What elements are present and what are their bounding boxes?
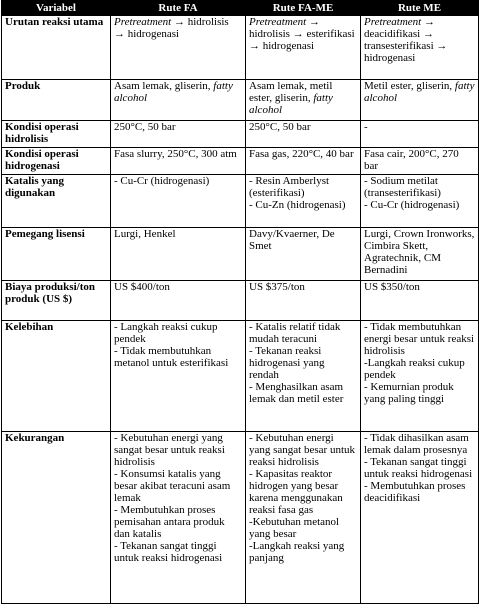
cell-me: Fasa cair, 200°C, 270 bar	[361, 148, 479, 175]
cell-fa-me	[246, 175, 361, 228]
list-item: - Membutuhkan proses deacidifikasi	[364, 480, 466, 504]
cell-text: → hidrolisis → hidrogenasi	[114, 16, 229, 40]
cell-me: Lurgi, Crown Ironworks, Cimbira Skett, Agratechnik, CM Bernadini	[361, 228, 479, 281]
row-urutan-reaksi	[2, 16, 479, 80]
cell-fa-me	[246, 321, 361, 432]
italic-text: fatty alcohol	[114, 80, 233, 104]
cell-fa-me: US $375/ton	[246, 281, 361, 321]
list-item: - Katalis relatif tidak mudah teracuni	[249, 321, 341, 345]
row-label: Kondisi operasi hidrolisis	[2, 121, 111, 148]
list-item: - Kemurnian produk yang paling tinggi	[364, 381, 454, 405]
row-kekurangan	[2, 432, 479, 604]
header-variabel: Variabel	[2, 1, 111, 16]
list-item: - Tidak dihasilkan asam lemak dalam prosesnya	[364, 432, 469, 456]
list-item: - Cu-Cr (hidrogenasi)	[364, 199, 460, 211]
row-label: Pemegang lisensi	[2, 228, 111, 281]
row-biaya-produksi	[2, 281, 479, 321]
cell-fa-me: Fasa gas, 220°C, 40 bar	[246, 148, 361, 175]
italic-text: fatty alcohol	[364, 80, 475, 104]
row-label: Biaya produksi/ton produk (US $)	[2, 281, 111, 321]
cell-text: → hidrolisis → esterifikasi → hidrogenasi	[249, 16, 355, 52]
cell-text: → deacidifikasi → transesterifikasi → hidrogenasi	[364, 16, 448, 64]
list-item: - Tidak membutuhkan metanol untuk esterifikasi	[114, 345, 229, 369]
list-item: - Menghasilkan asam lemak dan metil ester	[249, 381, 344, 405]
italic-text: Pretreatment	[114, 16, 172, 28]
cell-fa-me	[246, 16, 361, 80]
cell-me	[361, 175, 479, 228]
comparison-table	[1, 0, 479, 604]
row-produk	[2, 80, 479, 121]
cell-fa	[111, 80, 246, 121]
cell-me: US $350/ton	[361, 281, 479, 321]
list-item: - Langkah reaksi cukup pendek	[114, 321, 218, 345]
list-item: - Membutuhkan proses pemisahan antara produk dan katalis	[114, 504, 225, 540]
cell-fa	[111, 175, 246, 228]
list-item: - Sodium metilat (transesterifikasi)	[364, 175, 441, 199]
list-item: - Kebutuhan energi yang sangat besar untuk reaksi hidrolisis	[249, 432, 355, 468]
italic-text: fatty alcohol	[249, 92, 333, 116]
cell-me	[361, 16, 479, 80]
cell-fa-me	[246, 80, 361, 121]
italic-text: Pretreatment	[364, 16, 422, 28]
row-label: Kekurangan	[2, 432, 111, 604]
list-item: - Tekanan sangat tinggi untuk reaksi hidrogenasi	[114, 540, 223, 564]
header-rute-fa-me: Rute FA-ME	[246, 1, 361, 16]
row-label: Kondisi operasi hidrogenasi	[2, 148, 111, 175]
cell-text: Metil ester, gliserin,	[364, 80, 455, 92]
row-label: Katalis yang digunakan	[2, 175, 111, 228]
italic-text: Pretreatment	[249, 16, 307, 28]
list-item: -Kebutuhan metanol yang besar	[249, 516, 340, 540]
cell-text: Asam lemak, metil ester, gliserin,	[249, 80, 333, 104]
header-row	[2, 1, 479, 16]
cell-fa-me: 250°C, 50 bar	[246, 121, 361, 148]
cell-fa-me: Davy/Kvaerner, De Smet	[246, 228, 361, 281]
cell-me: -	[361, 121, 479, 148]
list-item: - Konsumsi katalis yang besar akibat teracuni asam lemak	[114, 468, 231, 504]
header-rute-me: Rute ME	[361, 1, 479, 16]
row-kondisi-hidrolisis	[2, 121, 479, 148]
row-katalis	[2, 175, 479, 228]
row-label: Urutan reaksi utama	[2, 16, 111, 80]
list-item: - Kapasitas reaktor hidrogen yang besar karena menggunakan reaksi fasa gas	[249, 468, 343, 516]
cell-fa: Lurgi, Henkel	[111, 228, 246, 281]
cell-fa	[111, 16, 246, 80]
row-pemegang-lisensi	[2, 228, 479, 281]
list-item: - Cu-Cr (hidrogenasi)	[114, 175, 210, 187]
cell-text: Asam lemak, gliserin,	[114, 80, 214, 92]
list-item: -Langkah reaksi cukup pendek	[364, 357, 465, 381]
cell-me	[361, 432, 479, 604]
row-kelebihan	[2, 321, 479, 432]
cell-me	[361, 321, 479, 432]
list-item: -Langkah reaksi yang panjang	[249, 540, 345, 564]
cell-fa	[111, 321, 246, 432]
list-item: - Resin Amberlyst (esterifikasi)	[249, 175, 330, 199]
cell-fa: US $400/ton	[111, 281, 246, 321]
cell-fa-me	[246, 432, 361, 604]
header-rute-fa: Rute FA	[111, 1, 246, 16]
row-kondisi-hidrogenasi	[2, 148, 479, 175]
list-item: - Kebutuhan energi yang sangat besar untuk reaksi hidrolisis	[114, 432, 225, 468]
list-item: - Cu-Zn (hidrogenasi)	[249, 199, 346, 211]
cell-fa	[111, 432, 246, 604]
cell-fa: Fasa slurry, 250°C, 300 atm	[111, 148, 246, 175]
row-label: Produk	[2, 80, 111, 121]
cell-me	[361, 80, 479, 121]
list-item: - Tidak membutuhkan energi besar untuk reaksi hidrolisis	[364, 321, 475, 357]
list-item: - Tekanan sangat tinggi untuk reaksi hidrogenasi	[364, 456, 473, 480]
row-label: Kelebihan	[2, 321, 111, 432]
cell-fa: 250°C, 50 bar	[111, 121, 246, 148]
list-item: - Tekanan reaksi hidrogenasi yang rendah	[249, 345, 325, 381]
